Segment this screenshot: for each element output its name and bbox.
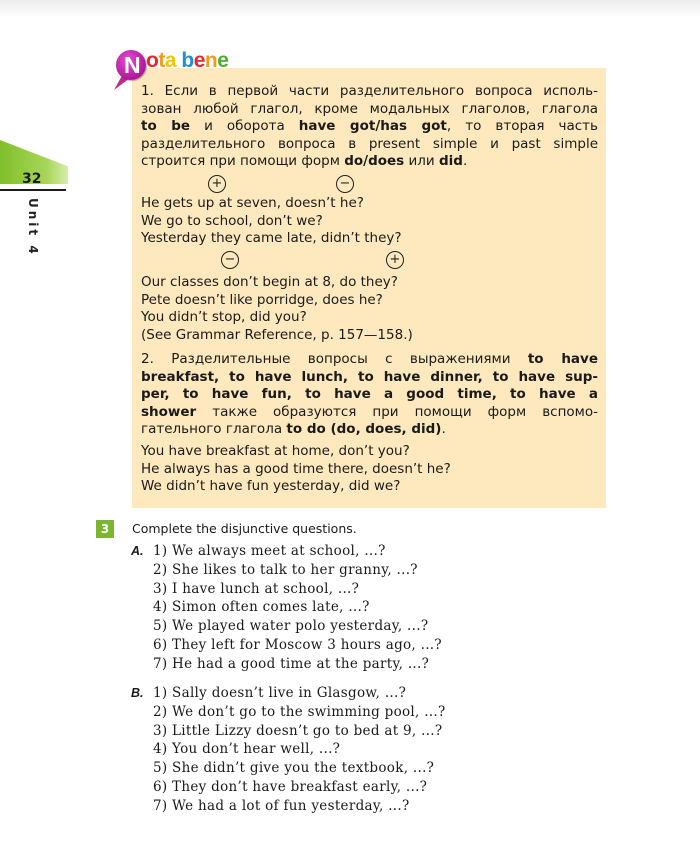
bold-term: to have [527,351,598,367]
bold-term: have got/has got [298,118,447,134]
bold-term: to be [141,118,191,134]
rule-text-line [141,369,598,386]
text-run: 2. Разделительные вопросы с выражениями [141,351,528,367]
exercise-item: 3) Little Lizzy doesn’t go to bed at 9, ...? [153,722,443,739]
text-run: гательного глагола [141,421,287,437]
example-sentence: Yesterday they came late, didn’t they? [141,230,402,246]
example-sentence: Our classes don’t begin at 8, do they? [141,274,398,290]
exercise-number: 3 [96,520,114,538]
plus-sign-icon: + [386,251,404,269]
unit-label: Unit 4 [26,198,40,257]
bold-term: shower [141,403,197,420]
exercise-item: 1) We always meet at school, ...? [153,543,386,559]
exercise-item: 6) They don’t have breakfast early, ...? [153,779,428,795]
text-run: , то вторая часть [446,118,599,134]
example-sentence: Pete doesn’t like porridge, does he? [141,291,383,308]
exercise-item: 7) We had a lot of fun yesterday, ...? [153,797,410,814]
text-run: и оборота [190,118,299,134]
text-run: . [462,153,468,169]
exercise-title: Complete the disjunctive questions. [132,521,357,536]
exercise-item: 1) Sally doesn’t live in Glasgow, ...? [153,685,407,701]
exercise-item: 2) We don’t go to the swimming pool, ...? [153,703,446,720]
exercise-section-label: B. [131,686,144,700]
rule-text-line [141,351,598,368]
rule-text-line [141,421,598,438]
exercise-section-label: A. [131,544,144,558]
exercise-item: 3) I have lunch at school, ...? [153,580,360,597]
example-sentence: (See Grammar Reference, p. 157—158.) [141,326,413,343]
exercise-item: 4) You don’t hear well, ...? [153,741,341,758]
text-run: также образуются при помощи форм вспомо- [196,403,598,420]
page-top-shadow [0,0,700,18]
text-run: зован любой глагол, кроме модальных глаголов, глагола [141,100,598,117]
text-run: 1. Если в первой части разделительного вопроса исполь- [141,83,598,99]
exercise-item: 5) She didn’t give you the textbook, ...? [153,760,435,777]
bold-term: breakfast, to have lunch, to have dinner, to have sup- [141,368,598,385]
plus-sign-icon: + [208,175,226,193]
example-sentence: We go to school, don’t we? [141,212,323,229]
rule-text-line [141,404,598,421]
rule-text-line [141,118,598,135]
exercise-item: 2) She likes to talk to her granny, ...? [153,561,418,578]
bold-term: did [438,153,463,169]
rule-text-line [141,153,598,170]
bold-term: per, to have fun, to have a good time, to have a [141,386,598,402]
text-run: . [441,421,446,437]
exercise-item: 6) They left for Moscow 3 hours ago, ...? [153,637,442,653]
text-run: разделительного вопроса в present simple и past simple [141,135,598,152]
nota-bene-logo-n: N [124,52,141,78]
nota-bene-logo-word [146,49,228,73]
nota-bene-logo-letter: a [164,49,177,72]
example-sentence: He gets up at seven, doesn’t he? [141,195,364,211]
nota-bene-logo-letter: b [181,49,194,72]
exercise-item: 7) He had a good time at the party, ...? [153,655,430,672]
nota-bene-logo-letter: o [146,49,159,72]
page-number: 32 [22,171,42,187]
minus-sign-icon: − [221,251,239,269]
example-sentence: We didn’t have fun yesterday, did we? [141,478,401,494]
nota-bene-logo-letter: e [193,49,205,72]
exercise-item: 5) We played water polo yesterday, ...? [153,618,429,635]
rule-text-line [141,101,598,118]
minus-sign-icon: − [336,175,354,193]
text-run: строится при помощи форм [141,153,345,169]
rule-text-line [141,83,598,100]
example-sentence: He always has a good time there, doesn’t he? [141,460,451,477]
text-run: или [404,153,439,169]
nota-bene-logo-letter: t [158,49,165,72]
nota-bene-logo-letter: n [204,49,218,72]
bold-term: do/does [344,153,405,169]
page-number-rule [0,189,66,191]
rule-text-line [141,136,598,153]
example-sentence: You have breakfast at home, don’t you? [141,443,410,459]
rule-text-line [141,386,598,403]
bold-term: to do (do, does, did) [286,421,442,437]
exercise-item: 4) Simon often comes late, ...? [153,599,370,616]
example-sentence: You didn’t stop, did you? [141,309,307,325]
nota-bene-logo-letter: e [217,49,229,72]
